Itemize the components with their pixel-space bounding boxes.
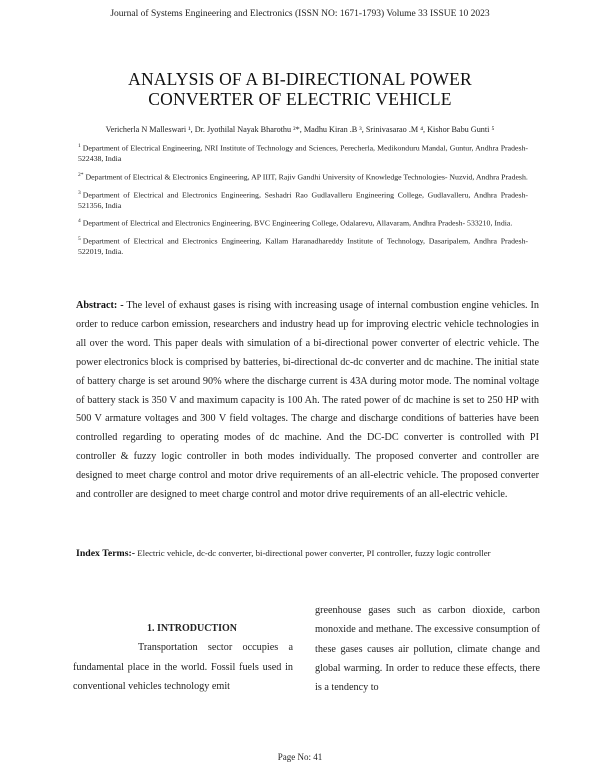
affiliation-4: $^4$ Department of Electrical and Electronics Engineering, BVC Engineering College, Odalarevu, Allavaram, Andhra Pradesh- 533210, India. bbox=[78, 218, 513, 228]
index-terms bbox=[76, 546, 539, 562]
abstract bbox=[76, 297, 539, 505]
title-line-1: ANALYSIS OF A BI-DIRECTIONAL POWER bbox=[128, 69, 472, 89]
paper-title bbox=[0, 69, 600, 109]
page-number: Page No: 41 bbox=[277, 752, 323, 762]
abstract-label: Abstract: - bbox=[76, 300, 124, 311]
index-terms-text: Electric vehicle, dc-dc converter, bi-directional power converter, PI controller, fuzzy logic controller bbox=[137, 548, 491, 558]
author-list: Vericherla N Malleswari ¹, Dr. Jyothilal Nayak Bharothu ²*, Madhu Kiran .B ³, Srinivasarao .M ⁴, Kishor Babu Gunti ⁵ bbox=[105, 125, 495, 134]
affiliations bbox=[78, 141, 528, 263]
intro-paragraph-left: Transportation sector occupies a fundamental place in the world. Fossil fuels used in conventional vehicles technology emit bbox=[73, 642, 293, 692]
affiliation-3: $^3$ Department of Electrical and Electronics Engineering, Seshadri Rao Gudlavalleru Engineering College, Gudlavalleru, Andhra Pradesh- 521356, India bbox=[78, 189, 528, 210]
index-terms-label: Index Terms:- bbox=[76, 548, 136, 559]
abstract-text: The level of exhaust gases is rising with increasing usage of internal combustion engine vehicles. In order to reduce carbon emission, researchers and industry head up for improving electric vehicle technologies in all over the word. This paper deals with simulation of a bi-directional power converter of electric vehicle. The power electronics block is comprised by batteries, bi-directional dc-dc converter and dc machine. The initial state of battery charge is set around 90% where the discharge current is 43A during motor mode. The nominal voltage of battery stack is 350 V and maximum capacity is 100 Ah. The rated power of dc machine is set to 250 HP with 500 V armature voltages and 300 V field voltages. The charge and discharge conditions of batteries have been controlled regarding to operating modes of dc machine. And the DC-DC converter is controlled with PI controller & fuzzy logic controller in both modes individually. The proposed converter and controller are designed to meet charge control and motor drive requirements of an all-electric vehicle. The proposed converter and controller are designed to meet charge control and motor drive requirements of an all-electric vehicle. bbox=[76, 300, 539, 501]
affiliation-1: $^1$ Department of Electrical Engineering, NRI Institute of Technology and Sciences, Perecherla, Medikonduru Mandal, Guntur, Andhra Pradesh- 522438, India bbox=[78, 143, 528, 164]
left-column bbox=[73, 619, 293, 696]
intro-paragraph-right: greenhouse gases such as carbon dioxide, carbon monoxide and methane. The excessive consumption of these gases causes air pollution, climate change and global warming. In order to reduce these effects, there is a tendency to bbox=[315, 605, 540, 694]
affiliation-5: $^5$ Department of Electrical and Electronics Engineering, Kallam Haranadhareddy Institute of Technology, Dasaripalem, Andhra Pradesh-522019, India. bbox=[78, 236, 528, 257]
section-heading: 1. INTRODUCTION bbox=[146, 623, 237, 634]
journal-header: Journal of Systems Engineering and Electronics (ISSN NO: 1671-1793) Volume 33 ISSUE 10 2023 bbox=[110, 9, 490, 19]
title-line-2: CONVERTER OF ELECTRIC VEHICLE bbox=[148, 89, 452, 109]
affiliation-2: $^{2*}$ Department of Electrical & Electronics Engineering, AP IIIT, Rajiv Gandhi University of Knowledge Technologies- Nuzvid, Andhra Pradesh. bbox=[78, 171, 528, 182]
right-column bbox=[315, 601, 540, 697]
